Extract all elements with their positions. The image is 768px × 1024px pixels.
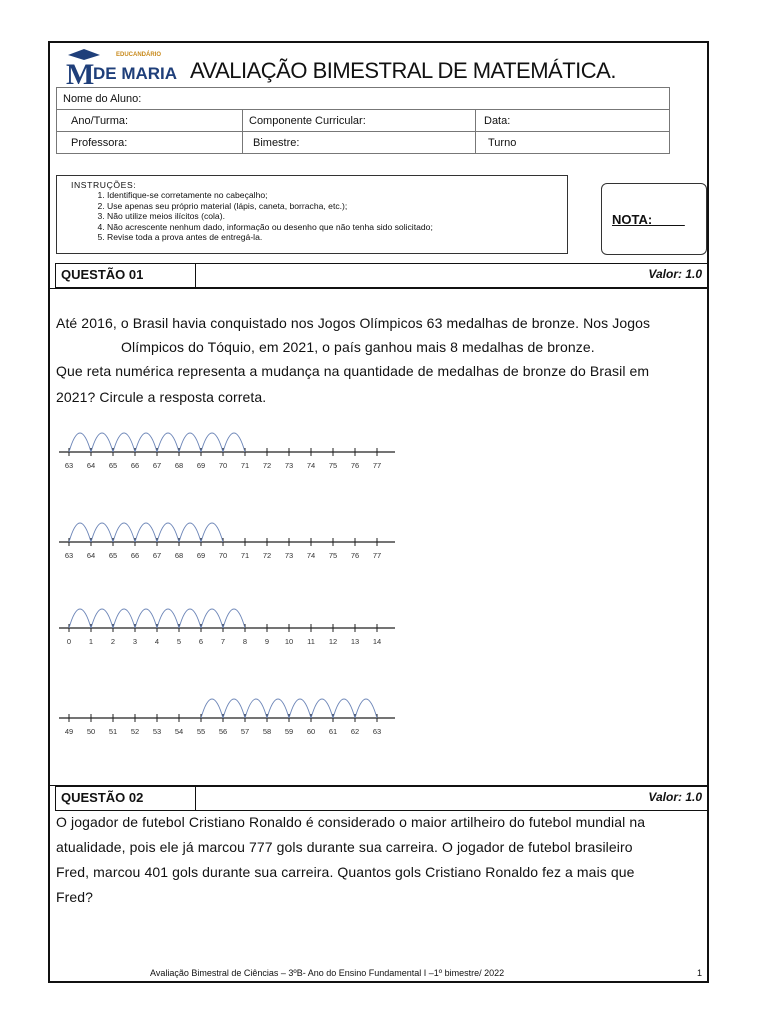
tick-label: 13 — [350, 637, 360, 646]
footer-text: Avaliação Bimestral de Ciências – 3ºB- Ano do Ensino Fundamental I –1º bimestre/ 2022 — [150, 968, 505, 978]
tick-label: 77 — [372, 551, 382, 560]
tick-label: 51 — [108, 727, 118, 736]
tick-label: 73 — [284, 551, 294, 560]
tick-label: 72 — [262, 551, 272, 560]
tick-label: 3 — [132, 637, 138, 646]
tick-label: 66 — [130, 461, 140, 470]
tick-label: 70 — [218, 551, 228, 560]
tick-label: 77 — [372, 461, 382, 470]
jump-arc — [355, 699, 377, 718]
question-2-value: Valor: 1.0 — [648, 790, 702, 804]
tick-label: 76 — [350, 461, 360, 470]
component-field[interactable]: Componente Curricular: — [243, 110, 476, 132]
tick-label: 68 — [174, 461, 184, 470]
tick-label: 72 — [262, 461, 272, 470]
page-number: 1 — [697, 968, 703, 978]
jump-arc — [179, 609, 201, 628]
jump-arc — [201, 433, 223, 452]
instruction-item: 3. Não utilize meios ilícitos (cola). — [107, 211, 567, 221]
number-line-option-b[interactable] — [55, 508, 400, 563]
tick-label: 71 — [240, 551, 250, 560]
jump-arc — [289, 699, 311, 718]
tick-label: 1 — [88, 637, 94, 646]
q1-text-line: Olímpicos do Tóquio, em 2021, o país ganhou mais 8 medalhas de bronze. — [121, 339, 595, 355]
tick-label: 60 — [306, 727, 316, 736]
svg-text:EDUCANDÁRIO: EDUCANDÁRIO — [116, 52, 161, 58]
jump-arc — [113, 609, 135, 628]
tick-label: 56 — [218, 727, 228, 736]
jump-arc — [201, 699, 223, 718]
jump-arc — [157, 433, 179, 452]
tick-label: 68 — [174, 551, 184, 560]
q1-text-line: 2021? Circule a resposta correta. — [56, 389, 267, 405]
tick-label: 7 — [220, 637, 226, 646]
tick-label: 69 — [196, 551, 206, 560]
tick-label: 71 — [240, 461, 250, 470]
tick-label: 65 — [108, 551, 118, 560]
q2-text-line: O jogador de futebol Cristiano Ronaldo é considerado o maior artilheiro do futebol mundial na — [56, 814, 646, 830]
jump-arc — [69, 523, 91, 542]
tick-label: 66 — [130, 551, 140, 560]
teacher-field[interactable]: Professora: — [57, 132, 243, 154]
tick-label: 5 — [176, 637, 182, 646]
tick-label: 0 — [66, 637, 72, 646]
question-1-value: Valor: 1.0 — [648, 267, 702, 281]
tick-label: 2 — [110, 637, 116, 646]
question-2-label: QUESTÃO 02 — [56, 787, 196, 810]
tick-label: 63 — [64, 551, 74, 560]
number-line-option-d[interactable] — [55, 684, 400, 739]
jump-arc — [267, 699, 289, 718]
tick-label: 55 — [196, 727, 206, 736]
school-logo — [64, 48, 178, 91]
tick-label: 12 — [328, 637, 338, 646]
tick-label: 67 — [152, 551, 162, 560]
q2-text-line: Fred, marcou 401 gols durante sua carreira. Quantos gols Cristiano Ronaldo fez a mais que — [56, 864, 635, 880]
svg-text:DE MARIA: DE MARIA — [93, 64, 178, 83]
tick-label: 65 — [108, 461, 118, 470]
jump-arc — [223, 433, 245, 452]
tick-label: 69 — [196, 461, 206, 470]
jump-arc — [113, 433, 135, 452]
question-1-bar — [55, 263, 709, 288]
jump-arc — [69, 609, 91, 628]
tick-label: 9 — [264, 637, 270, 646]
tick-label: 6 — [198, 637, 204, 646]
tick-label: 64 — [86, 551, 96, 560]
tick-label: 74 — [306, 551, 316, 560]
jump-arc — [157, 609, 179, 628]
question-1-label: QUESTÃO 01 — [56, 264, 196, 287]
tick-label: 4 — [154, 637, 160, 646]
grade-label: NOTA: ____ — [612, 212, 685, 227]
q1-text-line: Até 2016, o Brasil havia conquistado nos Jogos Olímpicos 63 medalhas de bronze. Nos Jogos — [56, 315, 651, 331]
tick-label: 54 — [174, 727, 184, 736]
jump-arc — [91, 433, 113, 452]
jump-arc — [179, 433, 201, 452]
header-fields — [56, 87, 670, 154]
jump-arc — [333, 699, 355, 718]
instruction-item: 4. Não acrescente nenhum dado, informação ou desenho que não tenha sido solicitado; — [107, 222, 567, 232]
tick-label: 8 — [242, 637, 248, 646]
shift-field[interactable]: Turno — [476, 132, 670, 154]
jump-arc — [69, 433, 91, 452]
jump-arc — [201, 609, 223, 628]
tick-label: 76 — [350, 551, 360, 560]
tick-label: 75 — [328, 461, 338, 470]
instructions-box — [56, 175, 568, 254]
instruction-item: 5. Revise toda a prova antes de entregá-la. — [107, 232, 567, 242]
tick-label: 63 — [372, 727, 382, 736]
tick-label: 63 — [64, 461, 74, 470]
jump-arc — [179, 523, 201, 542]
svg-text:M: M — [66, 58, 95, 91]
q1-text-line: Que reta numérica representa a mudança na quantidade de medalhas de bronze do Brasil em — [56, 363, 650, 379]
jump-arc — [223, 699, 245, 718]
tick-label: 67 — [152, 461, 162, 470]
jump-arc — [113, 523, 135, 542]
tick-label: 14 — [372, 637, 382, 646]
grade-box — [601, 183, 707, 255]
class-field[interactable]: Ano/Turma: — [57, 110, 243, 132]
tick-label: 59 — [284, 727, 294, 736]
jump-arc — [135, 523, 157, 542]
tick-label: 73 — [284, 461, 294, 470]
tick-label: 75 — [328, 551, 338, 560]
question-2-bar — [55, 786, 709, 811]
instructions-title: INSTRUÇÕES: — [71, 180, 137, 190]
jump-arc — [223, 609, 245, 628]
tick-label: 62 — [350, 727, 360, 736]
tick-label: 61 — [328, 727, 338, 736]
tick-label: 70 — [218, 461, 228, 470]
tick-label: 49 — [64, 727, 74, 736]
jump-arc — [91, 523, 113, 542]
jump-arc — [135, 609, 157, 628]
tick-label: 10 — [284, 637, 294, 646]
jump-arc — [311, 699, 333, 718]
jump-arc — [245, 699, 267, 718]
tick-label: 58 — [262, 727, 272, 736]
tick-label: 11 — [307, 637, 315, 646]
tick-label: 57 — [240, 727, 250, 736]
number-line-option-c[interactable] — [55, 594, 400, 649]
instructions-list — [71, 190, 567, 242]
student-name-field[interactable]: Nome do Aluno: — [57, 88, 670, 110]
number-line-option-a[interactable] — [55, 418, 400, 473]
jump-arc — [157, 523, 179, 542]
q2-text-line: atualidade, pois ele já marcou 777 gols durante sua carreira. O jogador de futebol brasileiro — [56, 839, 633, 855]
instruction-item: 2. Use apenas seu próprio material (lápis, caneta, borracha, etc.); — [107, 201, 567, 211]
jump-arc — [135, 433, 157, 452]
tick-label: 64 — [86, 461, 96, 470]
divider — [48, 288, 709, 289]
page-title: AVALIAÇÃO BIMESTRAL DE MATEMÁTICA. — [190, 58, 616, 83]
tick-label: 53 — [152, 727, 162, 736]
date-field[interactable]: Data: — [476, 110, 670, 132]
q2-text-line: Fred? — [56, 889, 94, 905]
tick-label: 74 — [306, 461, 316, 470]
jump-arc — [201, 523, 223, 542]
instruction-item: 1. Identifique-se corretamente no cabeçalho; — [107, 190, 567, 200]
jump-arc — [91, 609, 113, 628]
bimester-field[interactable]: Bimestre: — [243, 132, 476, 154]
tick-label: 50 — [86, 727, 96, 736]
tick-label: 52 — [130, 727, 140, 736]
